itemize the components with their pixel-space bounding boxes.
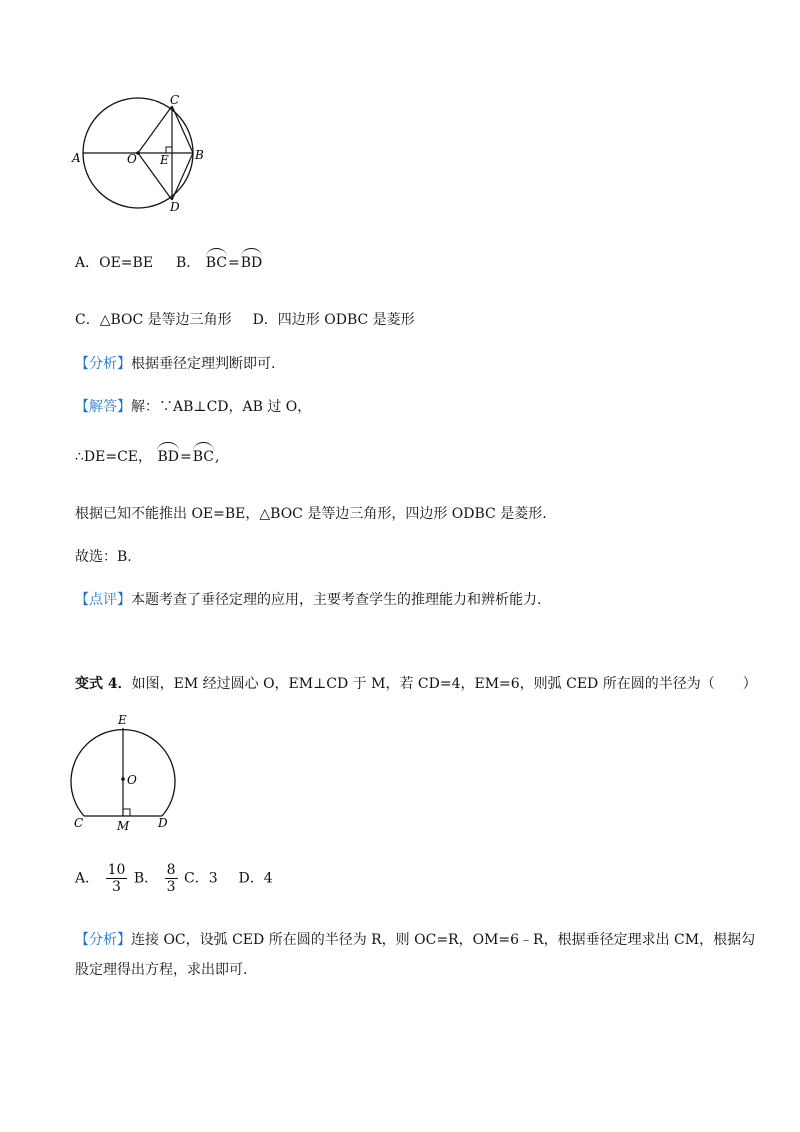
therefore-prefix: ∴DE=CE， — [75, 449, 153, 465]
comment-line — [75, 591, 541, 609]
equals-sign-2: = — [179, 449, 192, 465]
label-C: C — [170, 93, 180, 107]
question-4-stem — [75, 675, 757, 693]
comment-tag: 【点评】 — [75, 592, 131, 608]
analysis-line — [75, 355, 275, 373]
arc-bc-2: BC — [193, 444, 214, 466]
question-4-options — [75, 862, 273, 895]
label-M: M — [117, 819, 130, 833]
option-row-ab — [75, 250, 263, 272]
q4-analysis-text-1: 连接 OC，设弧 CED 所在圆的半径为 R，则 OC=R，OM=6﹣R，根据垂径定理求出 CM，根据勾 — [131, 932, 756, 948]
option-a: A．OE=BE — [75, 255, 154, 271]
option-a-numerator: 10 — [107, 862, 126, 878]
option-b-numerator: 8 — [166, 862, 176, 878]
label-E: E — [118, 713, 127, 727]
option-b-denominator: 3 — [166, 879, 176, 895]
option-c: C．△BOC 是等边三角形 — [75, 312, 232, 328]
comment-text: 本题考查了垂径定理的应用，主要考查学生的推理能力和辨析能力. — [131, 592, 542, 608]
choice-line: 故选：B. — [75, 549, 132, 565]
solution-tag: 【解答】 — [75, 399, 131, 415]
option-row-cd — [75, 311, 415, 329]
solution-text: 解：∵AB⊥CD，AB 过 O， — [131, 399, 312, 415]
therefore-suffix: , — [214, 449, 220, 465]
question-4-analysis-line-2: 股定理得出方程，求出即可. — [75, 962, 248, 978]
question-4-analysis-line-1 — [75, 931, 755, 949]
circle-figure-2 — [68, 710, 188, 835]
q4-analysis-tag: 【分析】 — [75, 932, 131, 948]
label-A: A — [72, 151, 81, 165]
arc-bd-2: BD — [157, 444, 179, 466]
option-d: D．4 — [238, 870, 273, 887]
option-a-denominator: 3 — [112, 879, 121, 895]
label-B: B — [195, 148, 204, 162]
therefore-line — [75, 444, 219, 466]
analysis-text: 根据垂径定理判断即可. — [131, 356, 276, 372]
circle-figure-1 — [68, 90, 218, 215]
option-b-fraction — [165, 862, 178, 895]
option-c: C．3 — [183, 870, 218, 887]
label-C: C — [74, 816, 84, 830]
option-b-prefix: B． — [175, 255, 201, 271]
label-O: O — [127, 773, 137, 787]
solution-line — [75, 398, 311, 416]
question-4-title: 变式 4． — [75, 676, 132, 692]
option-d: D．四边形 ODBC 是菱形 — [252, 312, 415, 328]
conclusion-line: 根据已知不能推出 OE=BE，△BOC 是等边三角形，四边形 ODBC 是菱形. — [75, 506, 547, 522]
arc-bc: BC — [206, 250, 227, 272]
label-O: O — [127, 152, 137, 166]
label-D: D — [158, 816, 168, 830]
option-b-prefix: B． — [133, 870, 159, 887]
analysis-tag: 【分析】 — [75, 356, 131, 372]
question-4-text: 如图，EM 经过圆心 O，EM⊥CD 于 M，若 CD=4，EM=6，则弧 CED 所在圆的半径为（ ） — [131, 676, 757, 692]
equals-sign: = — [227, 255, 240, 271]
option-a-fraction — [106, 862, 128, 895]
label-D: D — [170, 200, 180, 214]
arc-bd: BD — [241, 250, 263, 272]
option-a-prefix: A． — [75, 870, 100, 887]
label-E: E — [160, 153, 169, 167]
